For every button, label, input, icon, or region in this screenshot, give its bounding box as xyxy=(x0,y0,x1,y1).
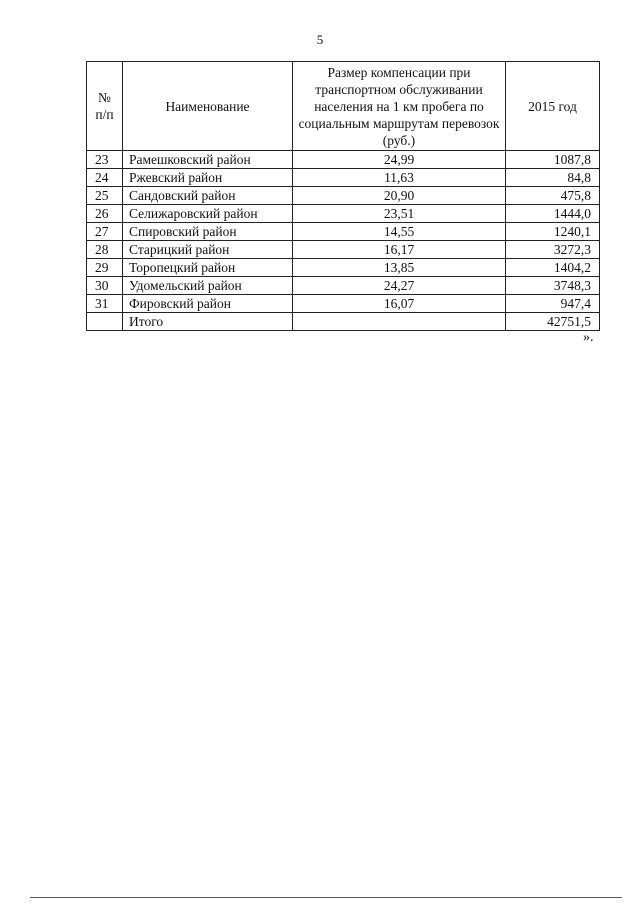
cell-name: Ржевский район xyxy=(123,169,293,187)
cell-rate: 23,51 xyxy=(293,205,506,223)
cell-year: 84,8 xyxy=(506,169,600,187)
cell-num: 25 xyxy=(87,187,123,205)
header-num: № п/п xyxy=(87,62,123,151)
closing-quote-mark: ». xyxy=(583,330,594,345)
cell-num: 30 xyxy=(87,277,123,295)
cell-rate: 11,63 xyxy=(293,169,506,187)
cell-rate: 24,27 xyxy=(293,277,506,295)
cell-year: 1087,8 xyxy=(506,151,600,169)
table-row xyxy=(87,169,600,187)
cell-name: Селижаровский район xyxy=(123,205,293,223)
total-year: 42751,5 xyxy=(506,313,600,331)
total-num xyxy=(87,313,123,331)
cell-num: 29 xyxy=(87,259,123,277)
cell-name: Фировский район xyxy=(123,295,293,313)
cell-year: 3748,3 xyxy=(506,277,600,295)
cell-year: 947,4 xyxy=(506,295,600,313)
cell-name: Сандовский район xyxy=(123,187,293,205)
cell-year: 1404,2 xyxy=(506,259,600,277)
header-year: 2015 год xyxy=(506,62,600,151)
cell-rate: 24,99 xyxy=(293,151,506,169)
table-row xyxy=(87,223,600,241)
cell-rate: 20,90 xyxy=(293,187,506,205)
total-rate xyxy=(293,313,506,331)
compensation-table xyxy=(86,61,600,331)
cell-num: 23 xyxy=(87,151,123,169)
cell-num: 24 xyxy=(87,169,123,187)
table-row xyxy=(87,187,600,205)
cell-name: Спировский район xyxy=(123,223,293,241)
cell-num: 27 xyxy=(87,223,123,241)
table-row xyxy=(87,151,600,169)
table-row xyxy=(87,241,600,259)
cell-num: 28 xyxy=(87,241,123,259)
cell-name: Удомельский район xyxy=(123,277,293,295)
cell-rate: 16,17 xyxy=(293,241,506,259)
page-bottom-rule xyxy=(30,897,622,898)
cell-num: 31 xyxy=(87,295,123,313)
cell-rate: 14,55 xyxy=(293,223,506,241)
table-row xyxy=(87,277,600,295)
cell-rate: 13,85 xyxy=(293,259,506,277)
table-header-row xyxy=(87,62,600,151)
cell-rate: 16,07 xyxy=(293,295,506,313)
header-name: Наименование xyxy=(123,62,293,151)
cell-num: 26 xyxy=(87,205,123,223)
cell-year: 3272,3 xyxy=(506,241,600,259)
header-rate: Размер компенсации при транспортном обслуживании населения на 1 км пробега по социальным маршрутам перевозок (руб.) xyxy=(293,62,506,151)
table-row xyxy=(87,295,600,313)
cell-year: 1240,1 xyxy=(506,223,600,241)
cell-name: Старицкий район xyxy=(123,241,293,259)
page-number: 5 xyxy=(316,32,324,47)
cell-year: 1444,0 xyxy=(506,205,600,223)
table-row xyxy=(87,205,600,223)
table-row xyxy=(87,259,600,277)
total-label: Итого xyxy=(123,313,293,331)
cell-name: Рамешковский район xyxy=(123,151,293,169)
cell-year: 475,8 xyxy=(506,187,600,205)
cell-name: Торопецкий район xyxy=(123,259,293,277)
table-total-row xyxy=(87,313,600,331)
